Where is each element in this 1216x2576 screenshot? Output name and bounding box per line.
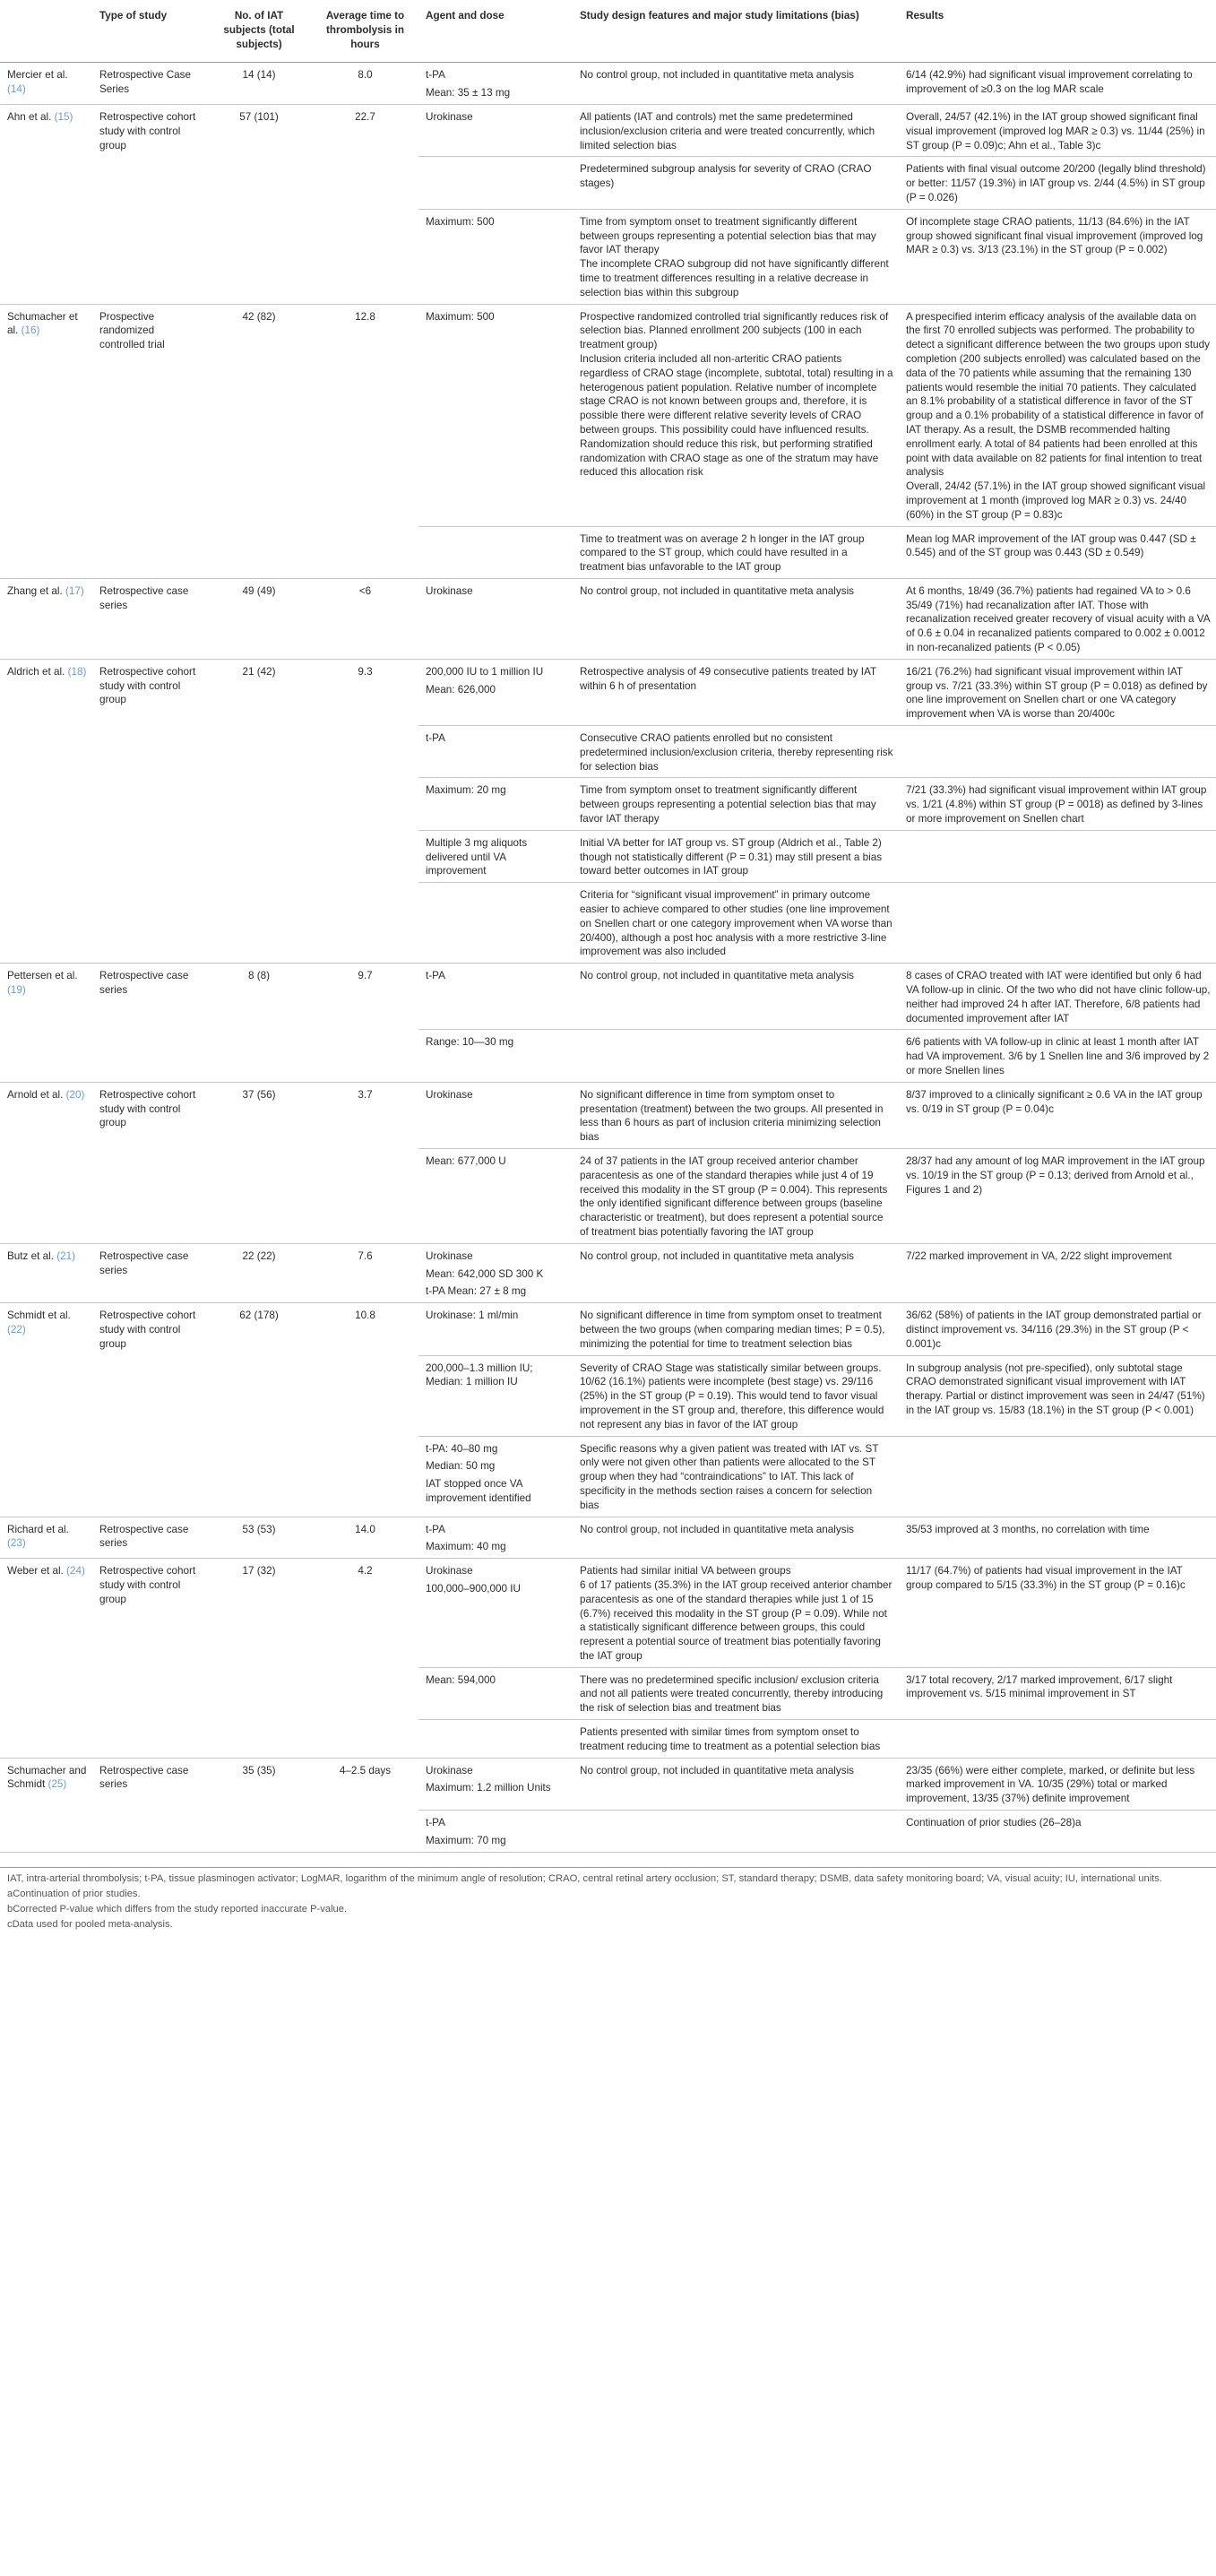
design-limitations: Retrospective analysis of 49 consecutive patients treated by IAT within 6 h of presentation xyxy=(580,665,876,692)
agent-line: t-PA xyxy=(426,1523,445,1535)
study-name-text: Schumacher et al. xyxy=(7,310,78,337)
agent-dose xyxy=(418,104,573,156)
study-name-text: Weber et al. xyxy=(7,1565,67,1578)
table-row xyxy=(0,63,1216,105)
design-limitations: 24 of 37 patients in the IAT group received anterior chamber paracentesis as one of the standard therapies while just 4 of 19 received this modality in the ST group (P = 0.004). This represents the only identified significant difference between groups (baseline characteristic or treatment), but does represent a potential source of treatment bias potentially favoring the IAT group xyxy=(573,1148,899,1243)
agent-line: Mean: 594,000 xyxy=(426,1673,496,1686)
design-limitations: No significant difference in time from symptom onset to treatment between the two groups (when comparing median times; P = 0.5), minimizing the potential for time to treatment selection bias xyxy=(580,1310,885,1350)
study-name-text: Schumacher and Schmidt xyxy=(7,1764,87,1791)
study-type xyxy=(92,578,206,659)
table-row xyxy=(0,1082,1216,1148)
design-limitations: Prospective randomized controlled trial significantly reduces risk of selection bias. Planned enrollment 200 subjects (100 in each treatment group) Inclusion criteria included all non-arteritic CRAO patients regardless of CRAO stage (incomplete, subtotal, total) resulting in a heterogenous patient population. Relative number of incomplete stage CRAO is not known between groups and, therefore, it is possible there were different relative severity levels of CRAO between groups. This possibility could have influenced results. Randomization should reduce this risk, but performing stratified randomization with CRAO stage as one of the stratum may have reduced this allocation risk xyxy=(580,310,893,479)
agent-line: Mean: 642,000 SD 300 K xyxy=(426,1267,544,1280)
agent-line: t-PA xyxy=(426,1817,445,1829)
results: 11/17 (64.7%) of patients had visual improvement in the IAT group compared to 5/15 (33.3%) in the ST group (P = 0.16)c xyxy=(906,1565,1186,1591)
thrombolysis-time-text: 22.7 xyxy=(355,110,375,123)
table-row xyxy=(0,964,1216,1030)
thrombolysis-time xyxy=(310,304,418,578)
footnote-b: bCorrected P-value which differs from the study reported inaccurate P-value. xyxy=(7,1903,348,1915)
agent-dose xyxy=(418,63,573,105)
study-name xyxy=(0,304,92,578)
thrombolysis-time-text: 9.3 xyxy=(358,665,373,678)
table-row xyxy=(0,1517,1216,1559)
design-limitations: No control group, not included in quantitative meta analysis xyxy=(580,970,855,982)
thrombolysis-time xyxy=(310,1517,418,1559)
table-row xyxy=(0,1758,1216,1810)
study-name-text: Aldrich et al. xyxy=(7,665,68,678)
design-limitations: No control group, not included in quantitative meta analysis xyxy=(573,1517,899,1559)
table-row xyxy=(0,659,1216,725)
thrombolysis-time xyxy=(310,63,418,105)
table-row xyxy=(0,578,1216,659)
header-agent: Agent and dose xyxy=(418,4,573,63)
reference-link[interactable]: (19) xyxy=(7,984,26,997)
agent-line: t-PA xyxy=(426,732,445,745)
results: A prespecified interim efficacy analysis of the available data on the first 70 enrolled subjects was performed. The probability to detect a significant difference between the two groups upon study completion (200 subjects enrolled) was calculated based on the data of the 70 patients while assuming that the remaining 130 patients would resemble the initial 70 patients. They calculated an 8.1% probability of a statistical difference in favor of the ST group and a 0.1% probability of a statistical difference in favor of IAT therapy. As a result, the DSMB recommended halting enrollment early. A total of 84 patients had been enrolled at this point with data available on 82 patients for final intention to treat analysis Overall, 24/42 (57.1%) in the IAT group showed significant visual improvement at 1 month (improved log MAR ≥ 0.3) vs. 24/40 (60%) in the ST group (P = 0.83)c xyxy=(906,310,1210,521)
study-type xyxy=(92,1243,206,1302)
thrombolysis-time xyxy=(310,1559,418,1759)
header-results: Results xyxy=(899,4,1216,63)
reference-link[interactable]: (21) xyxy=(56,1249,76,1262)
subjects-count-text: 17 (32) xyxy=(242,1565,276,1578)
study-name xyxy=(0,1082,92,1243)
study-name xyxy=(0,104,92,304)
agent-dose xyxy=(418,157,573,209)
thrombolysis-time xyxy=(310,1243,418,1302)
study-type xyxy=(92,104,206,304)
study-type-text: Retrospective case series xyxy=(99,1523,189,1550)
results: 36/62 (58%) of patients in the IAT group demonstrated partial or distinct improvement vs. 34/116 (29.3%) in the ST group (P < 0.001)c xyxy=(906,1310,1202,1350)
subjects-count xyxy=(206,1243,310,1302)
footnotes xyxy=(0,1867,1216,1932)
results: In subgroup analysis (not pre-specified), only subtotal stage CRAO demonstrated significant visual improvement with IAT therapy. Partial or distinct improvement was seen in 24/47 (51%) in the IAT group vs. 15/83 (18.1%) in the ST group (P < 0.001) xyxy=(899,1355,1216,1436)
agent-dose xyxy=(418,964,573,1030)
results: 6/14 (42.9%) had significant visual improvement correlating to improvement of ≥0.3 on the log MAR scale xyxy=(899,63,1216,105)
agent-dose xyxy=(418,883,573,964)
agent-line: t-PA xyxy=(426,69,445,82)
study-name xyxy=(0,578,92,659)
agent-line: 200,000–1.3 million IU; Median: 1 million IU xyxy=(426,1361,533,1388)
design-limitations: Criteria for “significant visual improvement” in primary outcome easier to achieve compared to other studies (one line improvement on Snellen chart or one category improvement when VA worse than 20/400), although a post hoc analysis with a more restrictive 3-line improvement was also included xyxy=(573,883,899,964)
subjects-count xyxy=(206,63,310,105)
design-limitations: Patients presented with similar times from symptom onset to treatment reducing time to treatment as a potential selection bias xyxy=(573,1720,899,1759)
table-body xyxy=(0,63,1216,1852)
results xyxy=(899,726,1216,778)
agent-dose xyxy=(418,1030,573,1082)
study-type-text: Retrospective cohort study with control group xyxy=(99,1310,196,1350)
results: 7/21 (33.3%) had significant visual improvement within IAT group vs. 1/21 (4.8%) within ST group (P = 0018) as defined by 3-lines or more improvement on Snellen chart xyxy=(899,778,1216,830)
study-name xyxy=(0,1243,92,1302)
agent-dose xyxy=(418,726,573,778)
design-limitations: Initial VA better for IAT group vs. ST group (Aldrich et al., Table 2) though not statistically different (P = 0.31) may still present a bias toward better outcomes in IAT group xyxy=(573,830,899,882)
table-row xyxy=(0,104,1216,156)
study-type xyxy=(92,964,206,1083)
agent-dose xyxy=(418,304,573,526)
study-table xyxy=(0,4,1216,1853)
agent-line: Urokinase xyxy=(426,1764,473,1776)
agent-line: t-PA xyxy=(426,970,445,982)
study-name-text: Butz et al. xyxy=(7,1249,57,1262)
agent-dose xyxy=(418,1811,573,1853)
agent-dose xyxy=(418,578,573,659)
thrombolysis-time-text: 8.0 xyxy=(358,69,373,82)
design-limitations: Severity of CRAO Stage was statistically similar between groups. 10/62 (16.1%) patients were incomplete (best stage) vs. 29/116 (25%) in the ST group (P = 0.19). This would tend to favor visual improvement in the ST group and, therefore, this difference would not represent any bias in favor of the IAT group xyxy=(573,1355,899,1436)
thrombolysis-time-text: 3.7 xyxy=(358,1088,373,1101)
agent-line: Mean: 35 ± 13 mg xyxy=(426,87,511,99)
thrombolysis-time xyxy=(310,104,418,304)
footnote-abbreviations: IAT, intra-arterial thrombolysis; t-PA, tissue plasminogen activator; LogMAR, logarithm of the minimum angle of resolution; CRAO, central retinal artery occlusion; ST, standard therapy; DSMB, data safety monitoring board; VA, visual acuity; IU, international units. xyxy=(7,1872,1162,1884)
table-header xyxy=(0,4,1216,63)
results xyxy=(899,1720,1216,1759)
study-type xyxy=(92,1559,206,1759)
agent-line: Urokinase xyxy=(426,1249,473,1262)
subjects-count xyxy=(206,578,310,659)
agent-dose xyxy=(418,526,573,578)
study-name xyxy=(0,1758,92,1852)
header-time: Average time to thrombolysis in hours xyxy=(310,4,418,63)
subjects-count xyxy=(206,1082,310,1243)
agent-dose xyxy=(418,1436,573,1517)
subjects-count-text: 35 (35) xyxy=(242,1764,276,1776)
results: 16/21 (76.2%) had significant visual improvement within IAT group vs. 7/21 (33.3%) within ST group (P = 0.018) as defined by one line improvement on Snellen chart or one VA category improvement when VA is worse than 20/400c xyxy=(906,665,1208,721)
thrombolysis-time xyxy=(310,1303,418,1517)
agent-line: Mean: 677,000 U xyxy=(426,1154,506,1167)
design-limitations: No significant difference in time from symptom onset to presentation (treatment) between the two groups. All presented in less than 6 hours as part of inclusion criteria minimizing selection bias xyxy=(580,1088,884,1144)
agent-line: 200,000 IU to 1 million IU xyxy=(426,665,544,678)
thrombolysis-time-text: 4.2 xyxy=(358,1565,373,1578)
agent-line: Range: 10—30 mg xyxy=(426,1036,514,1049)
subjects-count-text: 22 (22) xyxy=(242,1249,276,1262)
agent-line: Maximum: 500 xyxy=(426,310,495,323)
design-limitations: Predetermined subgroup analysis for severity of CRAO (CRAO stages) xyxy=(573,157,899,209)
agent-line: Urokinase xyxy=(426,1088,473,1101)
thrombolysis-time-text: 4–2.5 days xyxy=(339,1764,392,1776)
study-name-text: Schmidt et al. xyxy=(7,1310,71,1322)
agent-line: Maximum: 40 mg xyxy=(426,1541,506,1553)
design-limitations: All patients (IAT and controls) met the same predetermined inclusion/exclusion criteria and were treated concurrently, which limited selection bias xyxy=(580,110,875,151)
agent-dose xyxy=(418,1720,573,1759)
results: At 6 months, 18/49 (36.7%) patients had regained VA to > 0.6 35/49 (71%) had recanalization after IAT. Those with recanalization received greater recovery of visual acuity with a VA of 0.6 ± 0.04 in recanalized patients compared to 0.002 ± 0.0012 in non-recanalized patients (P < 0.05) xyxy=(899,578,1216,659)
agent-line: Urokinase xyxy=(426,110,473,123)
reference-link[interactable]: (15) xyxy=(54,110,73,123)
subjects-count-text: 37 (56) xyxy=(242,1088,276,1101)
study-type xyxy=(92,1758,206,1852)
agent-line: Median: 50 mg xyxy=(426,1460,496,1473)
subjects-count-text: 53 (53) xyxy=(242,1523,276,1535)
agent-dose xyxy=(418,1303,573,1355)
results: Of incomplete stage CRAO patients, 11/13 (84.6%) in the IAT group showed significant final visual improvement (improved log MAR ≥ 0.3) vs. 3/13 (23.1%) in the ST group (P = 0.002) xyxy=(899,209,1216,304)
study-type xyxy=(92,63,206,105)
results: 8/37 improved to a clinically significant ≥ 0.6 VA in the IAT group vs. 0/19 in ST group (P = 0.04)c xyxy=(906,1088,1203,1115)
study-name xyxy=(0,1517,92,1559)
results: 8 cases of CRAO treated with IAT were identified but only 6 had VA follow-up in clinic. Of the two who did not have clinic follow-up, neither had improved 24 h after IAT. Therefore, 6/8 patients had documented improvement after IAT xyxy=(906,970,1211,1024)
subjects-count-text: 57 (101) xyxy=(239,110,279,123)
study-type-text: Retrospective case series xyxy=(99,970,189,997)
agent-line: Urokinase xyxy=(426,584,473,597)
subjects-count-text: 49 (49) xyxy=(242,584,276,597)
table-row xyxy=(0,1303,1216,1355)
agent-dose xyxy=(418,1758,573,1810)
study-type xyxy=(92,659,206,963)
study-name-text: Mercier et al. xyxy=(7,69,68,82)
results: 7/22 marked improvement in VA, 2/22 slight improvement xyxy=(899,1243,1216,1302)
subjects-count xyxy=(206,304,310,578)
reference-link[interactable]: (24) xyxy=(66,1565,85,1578)
design-limitations: Specific reasons why a given patient was treated with IAT vs. ST only were not given other than patients were allocated to the ST group when they had “contraindications” to IAT. This lack of specificity in the methods section raises a concern for selection bias xyxy=(573,1436,899,1517)
subjects-count-text: 42 (82) xyxy=(242,310,276,323)
reference-link[interactable]: (25) xyxy=(47,1778,67,1791)
study-name xyxy=(0,1303,92,1517)
study-name-text: Ahn et al. xyxy=(7,110,55,123)
design-limitations xyxy=(573,1811,899,1853)
study-type xyxy=(92,1082,206,1243)
study-type-text: Retrospective case series xyxy=(99,584,189,611)
design-limitations: Consecutive CRAO patients enrolled but no consistent predetermined inclusion/exclusion criteria, thereby representing risk for selection bias xyxy=(573,726,899,778)
thrombolysis-time-text: 10.8 xyxy=(355,1310,375,1322)
subjects-count-text: 8 (8) xyxy=(247,970,271,982)
results xyxy=(899,1436,1216,1517)
results: 35/53 improved at 3 months, no correlation with time xyxy=(899,1517,1216,1559)
thrombolysis-time xyxy=(310,1082,418,1243)
study-type xyxy=(92,304,206,578)
results xyxy=(899,830,1216,882)
subjects-count xyxy=(206,1559,310,1759)
design-limitations: No control group, not included in quantitative meta analysis xyxy=(573,1243,899,1302)
thrombolysis-time-text: 9.7 xyxy=(358,970,373,982)
study-name-text: Pettersen et al. xyxy=(7,970,78,982)
study-name xyxy=(0,964,92,1083)
thrombolysis-time xyxy=(310,964,418,1083)
results: Overall, 24/57 (42.1%) in the IAT group showed significant final visual improvement (improved log MAR ≥ 0.3) vs. 11/44 (25%) in ST group (P = 0.09)c; Ahn et al., Table 3)c xyxy=(906,110,1205,151)
thrombolysis-time xyxy=(310,659,418,963)
thrombolysis-time-text: 7.6 xyxy=(358,1249,373,1262)
agent-line: Maximum: 70 mg xyxy=(426,1834,506,1846)
study-type xyxy=(92,1517,206,1559)
subjects-count xyxy=(206,964,310,1083)
design-limitations: Time from symptom onset to treatment significantly different between groups representing a potential selection bias that may favor IAT therapy The incomplete CRAO subgroup did not have significantly different time to treatment differences resulting in a relative decrease in selection bias within this subgroup xyxy=(573,209,899,304)
study-type-text: Retrospective cohort study with control group xyxy=(99,1565,196,1605)
study-name-text: Richard et al. xyxy=(7,1523,69,1535)
results: Patients with final visual outcome 20/200 (legally blind threshold) or better: 11/57 (19.3%) in IAT group vs. 2/44 (4.5%) in ST group (P = 0.026) xyxy=(899,157,1216,209)
agent-dose xyxy=(418,1517,573,1559)
design-limitations: No control group, not included in quantitative meta analysis xyxy=(573,63,899,105)
study-type-text: Prospective randomized controlled trial xyxy=(99,310,165,351)
results xyxy=(899,883,1216,964)
study-type-text: Retrospective cohort study with control group xyxy=(99,110,196,151)
subjects-count xyxy=(206,659,310,963)
agent-line: Urokinase: 1 ml/min xyxy=(426,1310,519,1322)
study-name xyxy=(0,659,92,963)
results: Continuation of prior studies (26–28)a xyxy=(899,1811,1216,1853)
agent-dose xyxy=(418,659,573,725)
agent-line: IAT stopped once VA improvement identified xyxy=(426,1478,531,1504)
design-limitations xyxy=(573,1030,899,1082)
agent-line: Maximum: 1.2 million Units xyxy=(426,1782,551,1794)
subjects-count xyxy=(206,1517,310,1559)
study-name-text: Zhang et al. xyxy=(7,584,65,597)
reference-link[interactable]: (23) xyxy=(7,1537,26,1550)
study-name-text: Arnold et al. xyxy=(7,1088,66,1101)
design-limitations: No control group, not included in quantitative meta analysis xyxy=(580,1764,855,1776)
agent-dose xyxy=(418,1667,573,1719)
agent-dose xyxy=(418,778,573,830)
reference-link[interactable]: (16) xyxy=(21,324,40,337)
header-type: Type of study xyxy=(92,4,206,63)
reference-link[interactable]: (22) xyxy=(7,1323,26,1336)
agent-dose xyxy=(418,1243,573,1302)
design-limitations: Time from symptom onset to treatment significantly different between groups representing a potential selection bias that may favor IAT therapy xyxy=(573,778,899,830)
agent-dose xyxy=(418,1559,573,1668)
study-type-text: Retrospective cohort study with control group xyxy=(99,665,196,706)
subjects-count-text: 21 (42) xyxy=(242,665,276,678)
reference-link[interactable]: (17) xyxy=(65,584,84,597)
header-design: Study design features and major study limitations (bias) xyxy=(573,4,899,63)
reference-link[interactable]: (20) xyxy=(65,1088,85,1101)
header-subjects: No. of IAT subjects (total subjects) xyxy=(206,4,310,63)
subjects-count xyxy=(206,104,310,304)
footnote-a: aContinuation of prior studies. xyxy=(7,1888,141,1899)
table-row xyxy=(0,1243,1216,1302)
reference-link[interactable]: (14) xyxy=(7,83,26,96)
design-limitations: Time to treatment was on average 2 h longer in the IAT group compared to the ST group, which could have resulted in a treatment bias unfavorable to the IAT group xyxy=(573,526,899,578)
subjects-count-text: 14 (14) xyxy=(242,69,276,82)
agent-line: Maximum: 20 mg xyxy=(426,784,506,797)
agent-dose xyxy=(418,209,573,304)
thrombolysis-time-text: 12.8 xyxy=(355,310,375,323)
design-limitations: There was no predetermined specific inclusion/ exclusion criteria and not all patients were treated concurrently, thereby introducing the risk of selection bias and treatment bias xyxy=(573,1667,899,1719)
thrombolysis-time-text: <6 xyxy=(358,584,372,597)
design-limitations: Patients had similar initial VA between groups 6 of 17 patients (35.3%) in the IAT group received anterior chamber paracentesis as one of the standard therapies while just 1 of 15 (6.7%) received this modality in the ST group (P = 0.09). While not a statistically significant difference between groups, this could represent a potential source of treatment bias potentially favoring the IAT group xyxy=(580,1565,893,1662)
agent-dose xyxy=(418,1082,573,1148)
study-type-text: Retrospective case series xyxy=(99,1249,189,1276)
agent-line: t-PA: 40–80 mg xyxy=(426,1442,498,1455)
agent-line: Multiple 3 mg aliquots delivered until VA improvement xyxy=(426,836,528,877)
results: Mean log MAR improvement of the IAT group was 0.447 (SD ± 0.545) and of the ST group was 0.443 (SD ± 0.549) xyxy=(899,526,1216,578)
thrombolysis-time-text: 14.0 xyxy=(355,1523,375,1535)
results: 23/35 (66%) were either complete, marked, or definite but less marked improvement in VA. 10/35 (29%) total or marked improvement, 13/35 (37%) definite improvement xyxy=(906,1764,1195,1805)
study-type-text: Retrospective case series xyxy=(99,1764,189,1791)
subjects-count-text: 62 (178) xyxy=(239,1310,279,1322)
design-limitations: No control group, not included in quantitative meta analysis xyxy=(573,578,899,659)
study-name xyxy=(0,63,92,105)
agent-line: 100,000–900,000 IU xyxy=(426,1582,521,1595)
agent-line: Maximum: 500 xyxy=(426,215,495,228)
study-type xyxy=(92,1303,206,1517)
results: 28/37 had any amount of log MAR improvement in the IAT group vs. 10/19 in the ST group (P = 0.13; derived from Arnold et al., Figures 1 and 2) xyxy=(899,1148,1216,1243)
subjects-count xyxy=(206,1303,310,1517)
study-name xyxy=(0,1559,92,1759)
results: 3/17 total recovery, 2/17 marked improvement, 6/17 slight improvement vs. 5/15 minimal improvement in ST xyxy=(899,1667,1216,1719)
agent-dose xyxy=(418,1355,573,1436)
study-type-text: Retrospective cohort study with control group xyxy=(99,1088,196,1129)
footnote-c: cData used for pooled meta-analysis. xyxy=(7,1918,173,1930)
results: 6/6 patients with VA follow-up in clinic at least 1 month after IAT had VA improvement. 3/6 by 1 Snellen line and 3/6 improved by 2 or more Snellen lines xyxy=(899,1030,1216,1082)
agent-line: Mean: 626,000 xyxy=(426,683,496,696)
thrombolysis-time xyxy=(310,578,418,659)
agent-line: Urokinase xyxy=(426,1565,473,1578)
table-row xyxy=(0,304,1216,526)
header-study xyxy=(0,4,92,63)
study-type-text: Retrospective Case Series xyxy=(99,69,191,96)
subjects-count xyxy=(206,1758,310,1852)
agent-dose xyxy=(418,830,573,882)
thrombolysis-time xyxy=(310,1758,418,1852)
reference-link[interactable]: (18) xyxy=(67,665,87,678)
agent-dose xyxy=(418,1148,573,1243)
table-row xyxy=(0,1559,1216,1668)
agent-line: t-PA Mean: 27 ± 8 mg xyxy=(426,1285,527,1298)
